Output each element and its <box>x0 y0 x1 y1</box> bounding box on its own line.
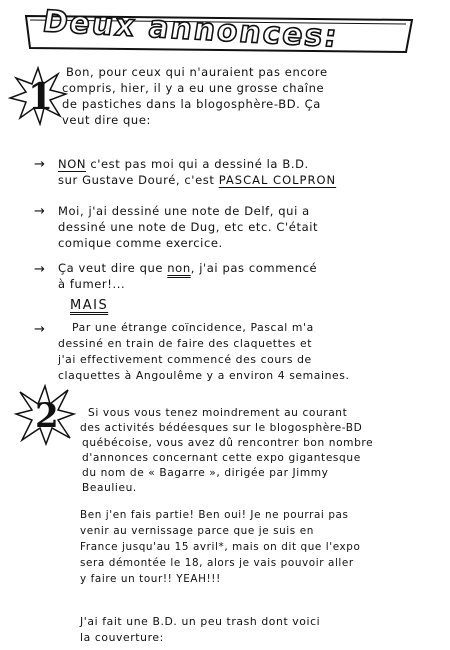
para1-line-4: d'annonces concernant cette expo gigantesque <box>82 452 361 464</box>
arrow-icon: → <box>34 262 45 277</box>
badge-number-1: 1 <box>28 76 54 118</box>
point-1 <box>58 156 336 188</box>
para2-line-5: y faire un tour!! YEAH!!! <box>80 573 221 585</box>
arrow-icon: → <box>34 204 45 219</box>
para1-line-5: du nom de « Bagarre », dirigée par Jimmy <box>82 467 329 479</box>
point-2-line-2: dessiné une note de Dug, etc etc. C'était <box>58 220 319 234</box>
point-3 <box>58 260 317 292</box>
para2-line-4: sera démontée le 18, alors je vais pouvoir aller <box>80 557 354 569</box>
para1-line-6: Beaulieu. <box>82 482 137 494</box>
point-3-line-1 <box>58 260 317 276</box>
badge-2 <box>14 384 76 446</box>
point-1-line-1 <box>58 156 336 172</box>
point-4-line-2: dessiné en train de faire des claquettes et <box>58 337 313 350</box>
point-4-line-3: j'ai effectivement commencé des cours de <box>58 353 312 366</box>
badge-number-2: 2 <box>35 396 59 436</box>
para3-line-2: la couverture: <box>80 631 164 644</box>
arrow-icon: → <box>34 157 45 172</box>
point-1-line-1-rest: c'est pas moi qui a dessiné la B.D. <box>86 157 309 171</box>
intro-line-3: de pastiches dans la blogosphère-BD. Ça <box>62 97 321 111</box>
intro-line-1: Bon, pour ceux qui n'auraient pas encore <box>66 65 328 79</box>
announcement-2-paragraph-3 <box>80 614 320 646</box>
badge-1 <box>8 66 68 126</box>
intro-line-4: veut dire que: <box>62 113 151 127</box>
non-emphasis: NON <box>58 157 87 171</box>
point-4-line-4: claquettes à Angoulême y a environ 4 semaines. <box>58 369 350 382</box>
para2-line-1: Ben j'en fais partie! Ben oui! Je ne pourrai pas <box>80 509 349 521</box>
artist-name: PASCAL COLPRON <box>218 173 337 187</box>
mais-heading: MAIS <box>70 298 109 313</box>
point-3-line-2: à fumer!... <box>58 277 126 291</box>
announcement-2-paragraph-1 <box>80 406 374 496</box>
point-2-line-3: comique comme exercice. <box>58 236 223 250</box>
para1-line-3: québécoise, vous avez dû rencontrer bon nombre <box>82 437 374 449</box>
page-title: Deux annonces: <box>40 4 342 55</box>
title-banner <box>20 4 410 55</box>
announcement-2-paragraph-2 <box>80 508 360 588</box>
point-2 <box>58 203 318 251</box>
point-1-line-2-prefix: sur Gustave Douré, c'est <box>58 173 219 187</box>
para1-line-1: Si vous vous tenez moindrement au courant <box>88 407 348 419</box>
point-4-line-1: Par une étrange coïncidence, Pascal m'a <box>72 321 314 334</box>
para3-line-1: J'ai fait une B.D. un peu trash dont voici <box>80 615 321 628</box>
point-3-line-1-b: , j'ai pas commencé <box>190 261 318 275</box>
para2-line-3: France jusqu'au 15 avril*, mais on dit que l'expo <box>80 541 361 553</box>
intro-line-2: compris, hier, il y a eu une grosse chaîne <box>62 81 325 95</box>
point-4 <box>58 320 350 384</box>
arrow-icon: → <box>34 322 45 337</box>
point-3-line-1-a: Ça veut dire que <box>58 261 168 275</box>
intro-paragraph <box>62 64 328 128</box>
point-2-line-1: Moi, j'ai dessiné une note de Delf, qui a <box>58 204 310 218</box>
non-double-underline: non <box>167 261 191 275</box>
point-1-line-2 <box>58 172 336 188</box>
para1-line-2: des activités bédéesques sur le blogosphère-BD <box>80 422 363 434</box>
para2-line-2: venir au vernissage parce que je suis en <box>80 525 314 537</box>
